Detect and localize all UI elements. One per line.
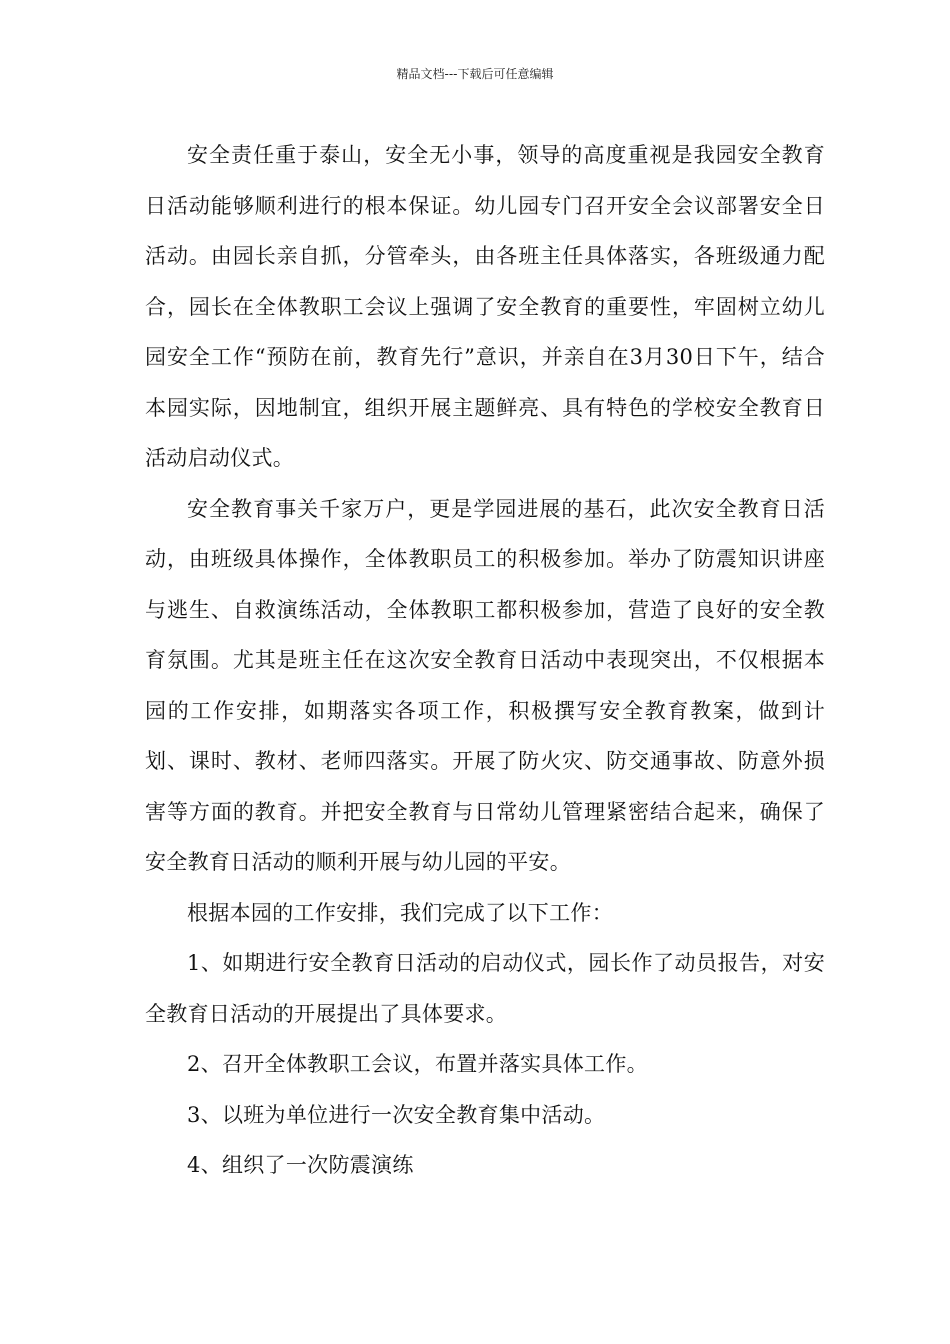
list-item-1: 1、如期进行安全教育日活动的启动仪式，园长作了动员报告，对安全教育日活动的开展提出了具体要求。 <box>145 951 825 1026</box>
page-header: 精品文档---下载后可任意编辑 <box>396 67 554 81</box>
list-item-2: 2、召开全体教职工会议，布置并落实具体工作。 <box>187 1052 648 1076</box>
paragraph-safety-responsibility: 安全责任重于泰山，安全无小事，领导的高度重视是我园安全教育日活动能够顺利进行的根本保证。幼儿园专门召开安全会议部署安全日活动。由园长亲自抓，分管牵头，由各班主任具体落实，各班级通力配合，园长在全体教职工会议上强调了安全教育的重要性，牢固树立幼儿园安全工作“预防在前，教育先行”意识，并亲自在3月30日下午，结合本园实际，因地制宜，组织开展主题鲜亮、具有特色的学校安全教育日活动启动仪式。 <box>145 143 825 470</box>
list-item-3: 3、以班为单位进行一次安全教育集中活动。 <box>187 1102 606 1127</box>
document-body <box>145 130 825 1191</box>
list-item-4: 4、组织了一次防震演练 <box>187 1153 414 1177</box>
paragraph-safety-education: 安全教育事关千家万户，更是学园进展的基石，此次安全教育日活动，由班级具体操作，全体教职员工的积极参加。举办了防震知识讲座与逃生、自救演练活动，全体教职工都积极参加，营造了良好的安全教育氛围。尤其是班主任在这次安全教育日活动中表现突出，不仅根据本园的工作安排，如期落实各项工作，积极撰写安全教育教案，做到计划、课时、教材、老师四落实。开展了防火灾、防交通事故、防意外损害等方面的教育。并把安全教育与日常幼儿管理紧密结合起来，确保了安全教育日活动的顺利开展与幼儿园的平安。 <box>145 496 825 874</box>
paragraph-work-intro: 根据本园的工作安排，我们完成了以下工作： <box>187 900 613 925</box>
